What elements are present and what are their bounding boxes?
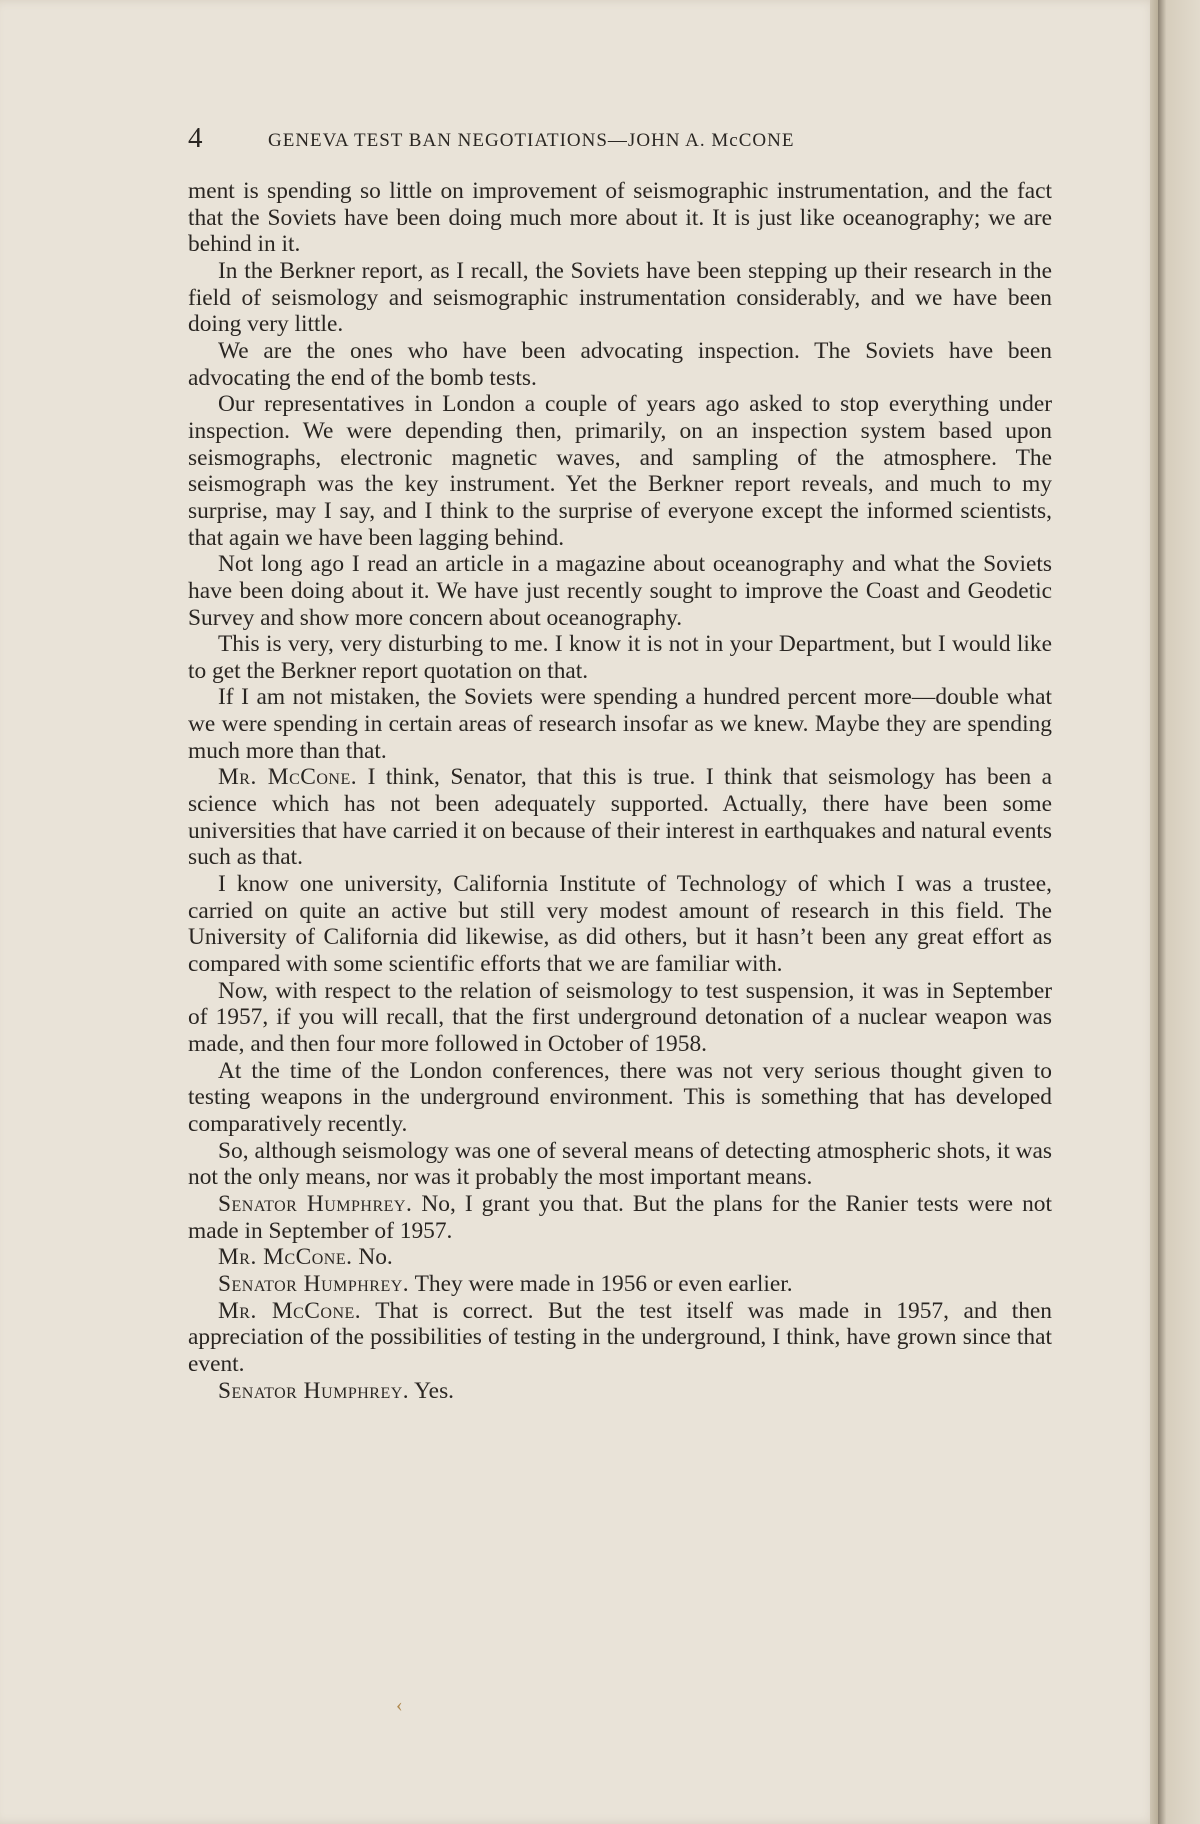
speaker-name: Senator Humphrey. bbox=[218, 1190, 413, 1217]
speaker-name: Senator Humphrey. bbox=[218, 1377, 410, 1404]
running-head: GENEVA TEST BAN NEGOTIATIONS—JOHN A. McCONE bbox=[268, 130, 795, 151]
paragraph: So, although seismology was one of several means of detecting atmospheric shots, it was not the only means, nor was it probably the most important means. bbox=[188, 1137, 1052, 1191]
paragraph: Now, with respect to the relation of seismology to test suspension, it was in September of 1957, if you will recall, that the first underground detonation of a nuclear weapon was made, and then four more followed in October of 1958. bbox=[188, 977, 1052, 1057]
paragraph: This is very, very disturbing to me. I know it is not in your Department, but I would like to get the Berkner report quotation on that. bbox=[188, 631, 1052, 684]
paragraph: In the Berkner report, as I recall, the Soviets have been stepping up their research in the field of seismology and seismographic instrumentation considerably, and we have been doing very little. bbox=[188, 257, 1052, 338]
paragraph bbox=[188, 1298, 1052, 1378]
speaker-name: Senator Humphrey. bbox=[218, 1270, 410, 1297]
speaker-name: Mr. McCone. bbox=[218, 1297, 362, 1324]
speaker-name: Mr. McCone. bbox=[218, 764, 358, 791]
paragraph bbox=[188, 764, 1052, 871]
speech-text: They were made in 1956 or even earlier. bbox=[409, 1270, 793, 1297]
paragraph: Our representatives in London a couple of years ago asked to stop everything under inspection. We were depending then, primarily, on an inspection system based upon seismographs, electronic magnetic waves, and sampling of the atmosphere. The seismograph was the key instrument. Yet the Berkner report reveals, and much to my surprise, may I say, and I think to the surprise of everyone except the informed scientists, that again we have been lagging behind. bbox=[188, 391, 1052, 551]
speech-text: Yes. bbox=[409, 1377, 455, 1404]
body-text bbox=[188, 178, 1052, 1404]
page-header bbox=[188, 122, 1056, 160]
paragraph bbox=[188, 1244, 1052, 1271]
paragraph bbox=[188, 1378, 1052, 1405]
paragraph: At the time of the London conferences, there was not very serious thought given to testing weapons in the underground environment. This is something that has developed comparatively recently. bbox=[188, 1057, 1052, 1137]
speech-text: That is correct. But the test itself was made in 1957, and then appreciation of the possibilities of testing in the underground, I think, have grown since that event. bbox=[188, 1297, 1052, 1377]
page-number: 4 bbox=[188, 122, 204, 154]
paragraph bbox=[188, 1191, 1052, 1244]
page-edge bbox=[1150, 0, 1158, 1824]
paragraph: If I am not mistaken, the Soviets were spending a hundred percent more—double what we were spending in certain areas of research insofar as we knew. Maybe they are spending much more than that. bbox=[188, 684, 1052, 764]
speech-text: No, I grant you that. But the plans for the Ranier tests were not made in September of 1957. bbox=[188, 1190, 1052, 1244]
stray-ink-mark: ‹ bbox=[396, 1694, 403, 1716]
speech-text: I think, Senator, that this is true. I think that seismology has been a science which has not been adequately supported. Actually, there have been some universities that have carried it on because of their interest in earthquakes and natural events such as that. bbox=[188, 764, 1053, 871]
paragraph: ment is spending so little on improvement of seismographic instrumentation, and the fact that the Soviets have been doing much more about it. It is just like oceanography; we are behind in it. bbox=[188, 178, 1052, 258]
paragraph: We are the ones who have been advocating inspection. The Soviets have been advocating the end of the bomb tests. bbox=[188, 337, 1052, 391]
adjacent-page-edge bbox=[1158, 0, 1200, 1824]
paragraph bbox=[188, 1271, 1052, 1298]
paragraph: I know one university, California Institute of Technology of which I was a trustee, carried on quite an active but still very modest amount of research in this field. The University of California did likewise, as did others, but it hasn’t been any great effort as compared with some scientific efforts that we are familiar with. bbox=[188, 871, 1052, 978]
speech-text: No. bbox=[352, 1244, 393, 1271]
speaker-name: Mr. McCone. bbox=[218, 1244, 353, 1271]
paragraph: Not long ago I read an article in a magazine about oceanography and what the Soviets have been doing about it. We have just recently sought to improve the Coast and Geodetic Survey and show more concern about oceanography. bbox=[188, 551, 1052, 631]
